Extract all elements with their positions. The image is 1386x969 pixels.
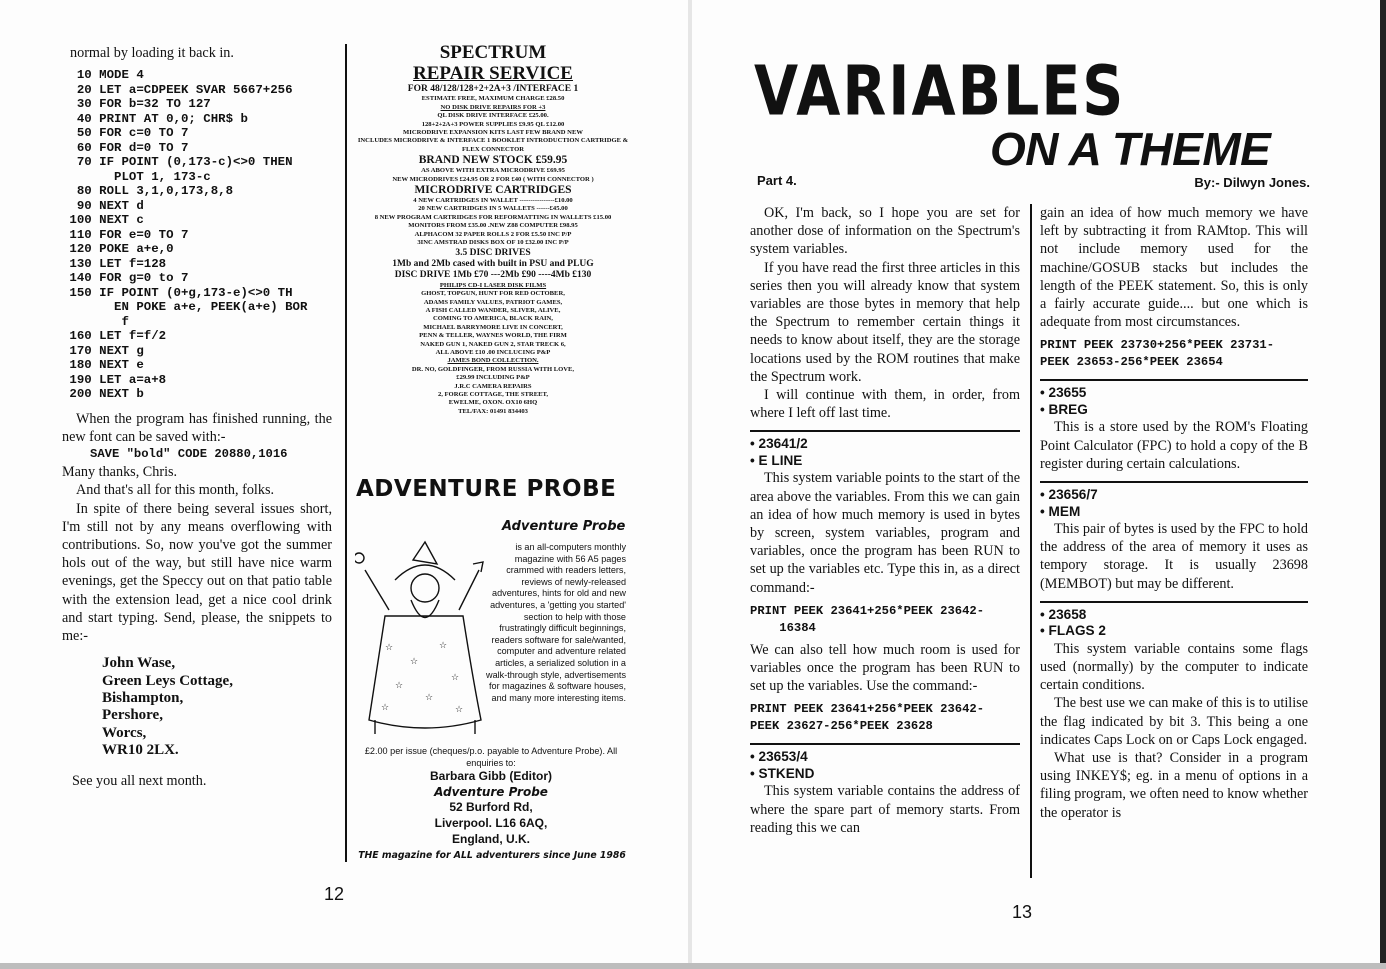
ad-line: GHOST, TOPGUN, HUNT FOR RED OCTOBER, <box>421 290 565 298</box>
variable-name-text: STKEND <box>758 765 815 781</box>
ad-line: MICRODRIVE CARTRIDGES <box>414 184 572 197</box>
probe-tagline: THE magazine for ALL adventurers since June 1986 <box>358 850 626 861</box>
ad-line: NO DISK DRIVE REPAIRS FOR +3 <box>440 103 546 111</box>
variable-address: • 23655 <box>1040 385 1087 401</box>
probe-address-line: Liverpool. L16 6AQ, <box>434 815 548 830</box>
column-divider <box>1030 204 1032 878</box>
listing-line: 100 NEXT c <box>62 213 144 228</box>
ad-line: 2, FORGE COTTAGE, THE STREET, <box>437 391 549 398</box>
variable-description: The best use we can make of this is to utilise the flag indicated by bit 3. This being a one indicates Caps Lock on or Caps Lock engaged. <box>1040 695 1308 748</box>
listing-line: 60 FOR d=0 TO 7 <box>62 140 189 155</box>
adventure-probe-subheading: Adventure Probe <box>502 519 626 534</box>
code-snippet: PRINT PEEK 23641+256*PEEK 23642- 16384 <box>750 603 985 635</box>
save-command: SAVE "bold" CODE 20880,1016 <box>90 447 288 462</box>
article-column-1 <box>750 204 1020 837</box>
article-part: Part 4. <box>757 173 797 188</box>
ad-line: INCLUDES MICRODRIVE & INTERFACE 1 BOOKLET INTRODUCTION CARTRIDGE & FLEX CONNECTOR <box>357 137 629 153</box>
wizard-illustration <box>355 540 491 740</box>
article-paragraph: I will continue with them, in order, from where I left off last time. <box>750 387 1020 422</box>
ad-line: MICRODRIVE EXPANSION KITS LAST FEW BRAND NEW <box>403 129 583 137</box>
listing-line: 180 NEXT e <box>62 358 144 373</box>
listing-line: 170 NEXT g <box>62 343 144 358</box>
intro-line: normal by loading it back in. <box>70 45 234 61</box>
ad-line: ADAMS FAMILY VALUES, PATRIOT GAMES, <box>423 298 563 306</box>
probe-address-line: Adventure Probe <box>434 784 548 799</box>
ad-line: QL DISK DRIVE INTERFACE £25.00. <box>437 112 549 120</box>
para-spite: In spite of there being several issues short, I'm still not by any means overflowing with contributions. So, now you've got the summer hols out of the way, but still have nice warm evenings, get the Speccy out on that patio table with the extension lead, get a nice cool drink and start typing. Send, please, the snippets to me:- <box>62 500 332 644</box>
listing-line: 80 ROLL 3,1,0,173,8,8 <box>62 184 234 199</box>
listing-line: 200 NEXT b <box>62 387 144 402</box>
listing-line: f <box>62 314 129 329</box>
adventure-probe-footer <box>356 746 626 847</box>
ad-line: MONITORS FROM £35.00 .NEW Z88 COMPUTER £98.95 <box>408 222 578 230</box>
variable-description: This system variable points to the start of the area above the variables. From this we can gain an idea of how much memory is used in bytes by screen, system variables, program and variables, once the program has been RUN to set up the variables etc. Type this in, as a direct command:- <box>750 470 1020 596</box>
basic-listing <box>62 68 332 402</box>
listing-line: 110 FOR e=0 TO 7 <box>62 227 189 242</box>
variable-description: This system variable contains the address of where the spare part of memory starts. From reading this we can <box>750 783 1020 836</box>
address-line: Worcs, <box>102 724 147 741</box>
repair-service-ad <box>356 42 630 416</box>
ad-line: £29.99 INCLUDING P&P <box>456 374 530 382</box>
address-line: Green Leys Cottage, <box>102 672 233 689</box>
svg-text:☆: ☆ <box>455 705 464 715</box>
variable-description: This is a store used by the ROM's Floating Point Calculator (FPC) to hold a copy of the B register during certain calculations. <box>1040 419 1308 472</box>
ad-line: TEL/FAX: 01491 834403 <box>458 407 528 415</box>
ad-line: ALPHACOM 32 PAPER ROLLS 2 FOR £5.50 INC P/P <box>414 230 572 238</box>
article-column-2 <box>1040 204 1308 822</box>
variable-description: This system variable contains some flags used (normally) by the computer to indicate certain conditions. <box>1040 640 1308 694</box>
variable-address: • 23656/7 <box>1040 487 1098 503</box>
listing-line: 40 PRINT AT 0,0; CHR$ b <box>62 111 248 126</box>
article-paragraph: OK, I'm back, so I hope you are set for another dose of information on the Spectrum's system variables. <box>750 205 1020 258</box>
address-line: Pershore, <box>102 707 163 724</box>
ad-line: 8 NEW PROGRAM CARTRIDGES FOR REFORMATTING IN WALLETS £15.00 <box>374 213 612 221</box>
para-thats-all: And that's all for this month, folks. <box>76 482 275 499</box>
section-rule <box>1040 601 1308 603</box>
address-line: Bishampton, <box>102 689 184 706</box>
adventure-probe-heading: ADVENTURE PROBE <box>356 476 617 502</box>
variable-name-text: FLAGS 2 <box>1048 623 1106 639</box>
listing-line: PLOT 1, 173-c <box>62 169 211 184</box>
variable-address: • 23653/4 <box>750 749 808 765</box>
variable-description: This pair of bytes is used by the FPC to hold the address of the area of memory it uses as tempory storage. It is usually 23698 (MEMBOT) but may be different. <box>1040 521 1308 592</box>
column-divider <box>345 44 347 862</box>
variable-name: • E LINE <box>750 452 803 468</box>
ad-line: 128+2+2A+3 POWER SUPPLIES £9.95 QL £12.00 <box>421 120 565 128</box>
variable-description: What use is that? Consider in a program using INKEY$; eg. in a menu of options in a filing program, we often need to know whether the operator is <box>1040 750 1308 821</box>
ad-line: JAMES BOND COLLECTION. <box>447 357 539 365</box>
ad-line: 3INC AMSTRAD DISKS BOX OF 10 £32.00 INC P/P <box>417 239 569 247</box>
ad-title-repair: REPAIR SERVICE <box>413 63 573 84</box>
ad-line: PENN & TELLER, WAYNES WORLD, THE FIRM <box>419 332 567 340</box>
article-byline: By:- Dilwyn Jones. <box>1194 175 1310 190</box>
signoff: See you all next month. <box>72 772 207 789</box>
address-line: John Wase, <box>102 655 176 672</box>
ad-lines <box>356 84 630 416</box>
variable-address: • 23658 <box>1040 606 1087 622</box>
ad-line: A FISH CALLED WANDER, SLIVER, ALIVE, <box>425 306 561 314</box>
left-column <box>62 44 332 790</box>
ad-line: ALL ABOVE £10 .00 INCLUCING P&P <box>435 348 551 356</box>
para-when: When the program has finished running, the new font can be saved with:- <box>62 410 332 445</box>
svg-text:☆: ☆ <box>439 641 448 651</box>
listing-line: 30 FOR b=32 TO 127 <box>62 97 211 112</box>
section-rule <box>750 743 1020 745</box>
variable-name: • FLAGS 2 <box>1040 623 1106 639</box>
ad-line: AS ABOVE WITH EXTRA MICRODRIVE £69.95 <box>421 167 565 175</box>
ad-line: MICHAEL BARRYMORE LIVE IN CONCERT, <box>423 323 563 331</box>
listing-line: 140 FOR g=0 to 7 <box>62 271 189 286</box>
address-line: WR10 2LX. <box>102 742 179 759</box>
listing-line: 160 LET f=f/2 <box>62 329 167 344</box>
ad-line: EWELME, OXON. OX10 6HQ <box>448 399 538 407</box>
page-13 <box>690 0 1386 969</box>
ad-line: DISC DRIVE 1Mb £70 ---2Mb £90 ----4Mb £130 <box>394 270 592 281</box>
listing-line: 120 POKE a+e,0 <box>62 242 174 257</box>
probe-address-line: 52 Burford Rd, <box>449 800 533 815</box>
ad-line: BRAND NEW STOCK £59.95 <box>418 154 568 167</box>
article-title: VARIABLES <box>754 52 1126 132</box>
variable-name: • BREG <box>1040 401 1088 417</box>
adventure-probe-body: is an all-computers monthly magazine with 56 A5 pages crammed with readers letters, reviews of newly-released adventures, hints for old and new adventures, a 'getting you started' section to help with those frustratingly difficult beginnings, readers software for sale/wanted, computer and adventure related articles, a serialized solution in a walk-through style, advertisements for magazines & software houses, and many more interesting items. <box>486 542 627 703</box>
ad-line: COMING TO AMERICA, BLACK RAIN, <box>433 315 553 323</box>
listing-line: 50 FOR c=0 TO 7 <box>62 126 189 141</box>
article-paragraph: If you have read the first three articles in this series then you will already know that system variables are those bytes in memory that help the Spectrum to remember certain things it needs to know about itself, they are the storage locations used by the ROM routines that make the Spectrum work. <box>750 259 1020 385</box>
svg-text:☆: ☆ <box>425 693 434 703</box>
variable-name-text: BREG <box>1048 401 1088 417</box>
code-snippet: PRINT PEEK 23641+256*PEEK 23642- PEEK 23627-256*PEEK 23628 <box>750 702 985 734</box>
svg-text:☆: ☆ <box>395 681 404 691</box>
variable-description: We can also tell how much room is used for variables once the program has been RUN to set up the variables. Use the command:- <box>750 641 1020 695</box>
listing-line: 130 LET f=128 <box>62 256 167 271</box>
ad-line: 20 NEW CARTRIDGES IN 5 WALLETS ------£45.00 <box>418 205 568 213</box>
page-12 <box>0 0 690 969</box>
variable-address: • 23641/2 <box>750 436 808 452</box>
ad-line: 1Mb and 2Mb cased with built in PSU and PLUG <box>392 258 594 269</box>
ad-line: PHILIPS CD-I LASER DISK FILMS <box>439 281 547 289</box>
section-rule <box>750 430 1020 432</box>
variable-name: • STKEND <box>750 765 815 781</box>
svg-text:☆: ☆ <box>410 657 419 667</box>
ad-line: ESTIMATE FREE, MAXIMUM CHARGE £28.50 <box>421 95 565 103</box>
variable-address-text: 23655 <box>1048 385 1087 401</box>
svg-text:☆: ☆ <box>451 673 460 683</box>
adventure-probe-price: £2.00 per issue (cheques/p.o. payable to Adventure Probe). All enquiries to: <box>364 746 618 768</box>
ad-title-spectrum: SPECTRUM <box>439 42 547 63</box>
svg-text:☆: ☆ <box>385 643 394 653</box>
article-subtitle: ON A THEME <box>990 123 1271 175</box>
listing-line: 20 LET a=CDPEEK SVAR 5667+256 <box>62 82 293 97</box>
variable-address-text: 23658 <box>1048 606 1087 622</box>
listing-line: 190 LET a=a+8 <box>62 372 167 387</box>
variable-name: • MEM <box>1040 503 1081 519</box>
ad-line: NAKED GUN 1, NAKED GUN 2, STAR TRECK 6, <box>420 340 566 348</box>
page-number: 13 <box>1012 902 1033 922</box>
listing-line: 70 IF POINT (0,173-c)<>0 THEN <box>62 155 293 170</box>
probe-address-line: England, U.K. <box>452 831 530 846</box>
section-rule <box>1040 481 1308 483</box>
ad-line: FOR 48/128/128+2+2A+3 /INTERFACE 1 <box>407 84 579 94</box>
listing-line: 10 MODE 4 <box>62 68 144 83</box>
ad-line: 4 NEW CARTRIDGES IN WALLET ----------------£10.00 <box>413 197 573 205</box>
thanks-line: Many thanks, Chris. <box>62 464 178 481</box>
svg-text:☆: ☆ <box>381 703 390 713</box>
variable-address-text: 23641/2 <box>758 436 808 452</box>
page-number: 12 <box>324 884 345 904</box>
listing-line: 90 NEXT d <box>62 198 144 213</box>
ad-line: J.R.C CAMERA REPAIRS <box>454 382 532 390</box>
contact-address <box>102 655 332 759</box>
article-paragraph: gain an idea of how much memory we have left by subtracting it from RAMtop. This will not include memory used for the machine/GOSUB stacks but includes the length of the PEEK statement. So, this is only a fairly accurate guide.... but one which is adequate from most circumstances. <box>1040 205 1308 331</box>
code-snippet: PRINT PEEK 23730+256*PEEK 23731- PEEK 23653-256*PEEK 23654 <box>1040 338 1275 370</box>
section-rule <box>1040 379 1308 381</box>
variable-name-text: E LINE <box>758 452 803 468</box>
ad-line: NEW MICRODRIVES £24.95 OR 2 FOR £40 ( WITH CONNECTOR ) <box>392 175 594 183</box>
variable-address-text: 23653/4 <box>758 749 808 765</box>
listing-line: EN POKE a+e, PEEK(a+e) BOR <box>62 300 308 315</box>
ad-line: 3.5 DISC DRIVES <box>455 247 531 258</box>
probe-address-line: Barbara Gibb (Editor) <box>429 769 552 784</box>
variable-address-text: 23656/7 <box>1048 487 1098 503</box>
ad-line: DR. NO, GOLDFINGER, FROM RUSSIA WITH LOVE, <box>411 365 575 373</box>
variable-name-text: MEM <box>1048 503 1081 519</box>
listing-line: 150 IF POINT (0+g,173-e)<>0 TH <box>62 285 293 300</box>
